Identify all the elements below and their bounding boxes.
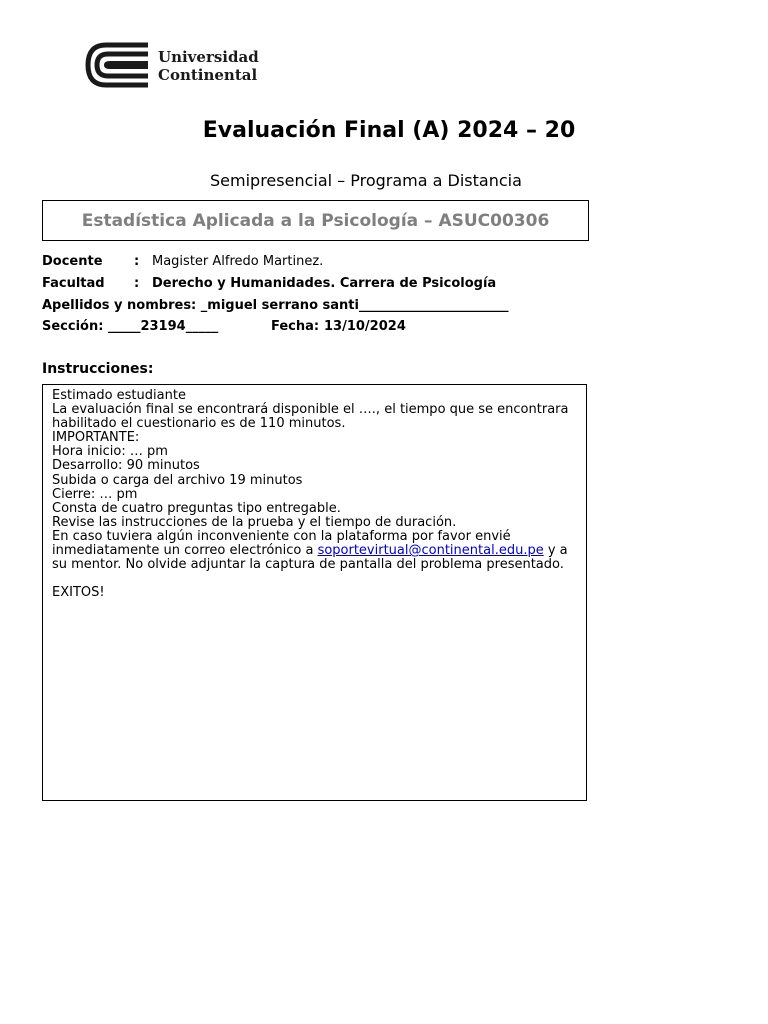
facultad-row [42, 276, 497, 291]
nombres-row [42, 298, 508, 313]
instruction-line: IMPORTANTE: [52, 430, 140, 446]
nombres-value: _miguel serrano santi_______________________ [200, 298, 509, 313]
docente-value: Magister Alfredo Martinez. [152, 254, 324, 269]
course-title: Estadística Aplicada a la Psicología – ASUC00306 [81, 210, 550, 231]
instruction-line-email [52, 544, 577, 558]
university-logo [84, 42, 274, 88]
docente-row [42, 254, 324, 269]
instruction-line: Estimado estudiante [52, 388, 186, 403]
facultad-value: Derecho y Humanidades. Carrera de Psicología [152, 276, 497, 291]
instruction-line: su mentor. No olvide adjuntar la captura de pantalla del problema presentado. [52, 557, 564, 573]
fecha-value: 13/10/2024 [324, 319, 406, 334]
instructions-box [42, 384, 587, 801]
instruction-line: Subida o carga del archivo 19 minutos [52, 472, 303, 488]
instruction-line: En caso tuviera algún inconveniente con la plataforma por favor envié [52, 528, 511, 544]
instruction-line: Desarrollo: 90 minutos [52, 458, 200, 474]
instruction-line: Consta de cuatro preguntas tipo entregable. [52, 500, 341, 516]
instruction-line: Cierre: … pm [52, 486, 138, 502]
instruction-line: EXITOS! [52, 585, 105, 601]
email-line-suffix: y a [543, 543, 568, 559]
logo-mark-icon [84, 42, 150, 88]
seccion-label: Sección: [42, 319, 104, 334]
instructions-heading: Instrucciones: [42, 361, 154, 377]
seccion-value: _____23194_____ [107, 319, 219, 334]
support-email-link[interactable]: soportevirtual@continental.edu.pe [317, 543, 544, 559]
logo-line-2: Continental [158, 66, 258, 84]
exam-title: Evaluación Final (A) 2024 – 20 [202, 118, 576, 143]
logo-line-1: Universidad [158, 48, 259, 66]
email-line-prefix: inmediatamente un correo electrónico a [52, 543, 318, 559]
facultad-label: Facultad [42, 276, 105, 291]
exam-subtitle: Semipresencial – Programa a Distancia [210, 171, 522, 190]
seccion-row [42, 319, 406, 334]
fecha-label: Fecha: [271, 319, 320, 334]
instruction-line: Revise las instrucciones de la prueba y el tiempo de duración. [52, 514, 457, 530]
docente-colon: : [134, 254, 140, 269]
docente-label: Docente [42, 254, 103, 269]
blank-line [52, 572, 577, 586]
instruction-line: La evaluación final se encontrará disponible el …., el tiempo que se encontrara [52, 402, 569, 418]
course-title-box [42, 200, 589, 241]
facultad-colon: : [134, 276, 140, 291]
nombres-label: Apellidos y nombres: [42, 298, 197, 313]
instruction-line: Hora inicio: … pm [52, 444, 168, 460]
instruction-line: habilitado el cuestionario es de 110 minutos. [52, 416, 346, 432]
